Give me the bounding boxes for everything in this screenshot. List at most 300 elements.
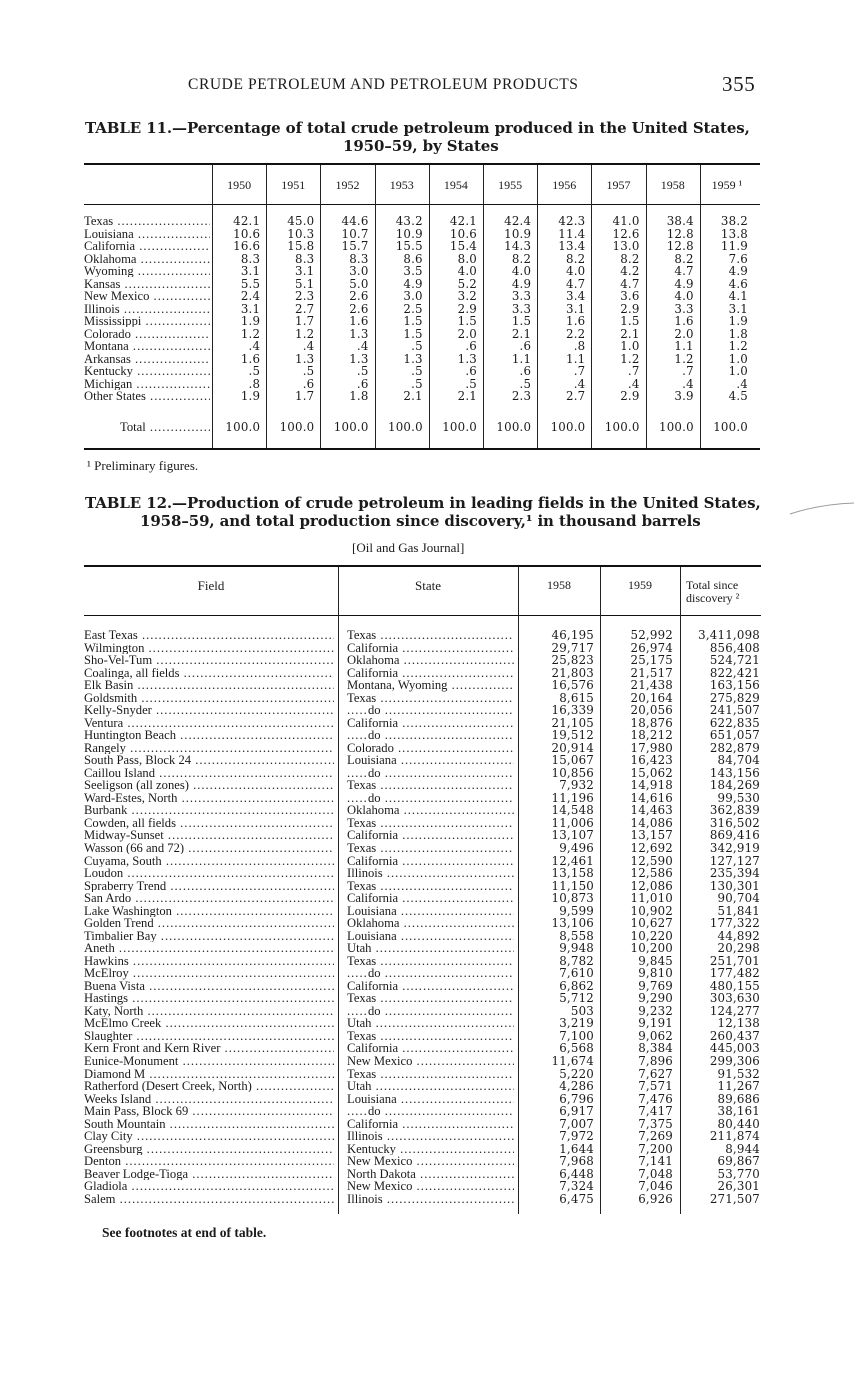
table11-value-cell: 2.3 <box>511 389 532 403</box>
table12-total-cell: 342,919 <box>709 841 760 855</box>
table11-value-cell: 2.1 <box>403 389 423 403</box>
table12-1958-cell: 9,948 <box>559 941 594 956</box>
table12-1958-cell: 10,856 <box>551 765 594 780</box>
table12-state-cell: Louisiana ..... <box>347 1093 514 1105</box>
table12-1958-cell: 7,324 <box>559 1179 594 1194</box>
table11-value-cell: 4.2 <box>620 264 640 278</box>
table12-1959-cell: 16,423 <box>630 753 673 768</box>
table11-value-cell: .5 <box>411 339 423 353</box>
table12-1958-cell: 7,007 <box>559 1116 594 1131</box>
table11-year-header: 1957 <box>606 178 631 192</box>
table11-value-cell: 4.9 <box>511 276 532 291</box>
table11-value-cell: 42.1 <box>449 214 477 228</box>
table12-1959-cell: 10,627 <box>630 916 673 931</box>
table12-row <box>84 792 761 804</box>
table11-total-cell: 100.0 <box>496 420 532 434</box>
table12-total-cell: 90,704 <box>717 891 760 906</box>
table12-source: [Oil and Gas Journal] <box>352 540 465 555</box>
table11-value-cell: 3.3 <box>511 301 532 316</box>
table12-total-cell: 26,301 <box>717 1179 760 1194</box>
table11-state-label: Oklahoma ..... <box>84 253 210 265</box>
table11-state-label: Kentucky ..... <box>84 365 210 377</box>
table11-value-cell: 3.4 <box>566 289 586 303</box>
table12-1959-cell: 13,157 <box>630 828 673 843</box>
table12-row <box>84 1193 761 1205</box>
table12-1959-cell: 14,086 <box>630 815 673 830</box>
table12-state-cell: North Dakota ..... <box>347 1168 514 1180</box>
table12-row <box>84 992 761 1004</box>
ditto-leader: ..... <box>347 704 368 717</box>
table12-field-cell: Clay City ..... <box>84 1130 334 1142</box>
table12-field-cell: Cuyama, South ..... <box>84 855 334 867</box>
table11-row <box>84 240 760 252</box>
table11-value-cell: 2.7 <box>295 301 315 316</box>
table12-state-cell: Kentucky ..... <box>347 1143 514 1155</box>
table12-row <box>84 980 761 992</box>
table11-state-label: New Mexico ..... <box>84 290 210 302</box>
table11-value-cell: 1.1 <box>674 339 694 353</box>
table12-1958-cell: 11,006 <box>551 815 594 830</box>
table11-value-cell: 1.9 <box>240 314 261 328</box>
table12-row <box>84 817 761 829</box>
table12-total-cell: 271,507 <box>709 1191 760 1206</box>
table11-row <box>84 215 760 227</box>
table11-value-cell: 1.0 <box>620 339 640 353</box>
table11-value-cell: 3.0 <box>349 264 369 278</box>
table11-value-cell: 42.1 <box>233 214 261 228</box>
table12-state-cell: do ..... <box>368 767 514 779</box>
table11-value-cell: 1.2 <box>240 326 261 341</box>
table12-row <box>84 767 761 779</box>
table11-value-cell: 3.1 <box>566 301 586 316</box>
table11-total-cell: 100.0 <box>225 420 261 434</box>
table11-row <box>84 315 760 327</box>
table12-1959-cell: 20,164 <box>630 690 673 705</box>
table11-value-cell: .6 <box>465 339 477 353</box>
table12-row <box>84 1068 761 1080</box>
table11-state-label: Texas ..... <box>84 215 210 227</box>
table12-row <box>84 1143 761 1155</box>
table11-value-cell: 10.3 <box>287 226 315 241</box>
table11-state-label: Michigan ..... <box>84 378 210 390</box>
table12-1958-cell: 6,862 <box>559 978 594 993</box>
table12-state-cell: Texas ..... <box>347 692 514 704</box>
table11-value-cell: 3.1 <box>240 264 261 278</box>
table12-1959-cell: 12,086 <box>630 878 673 893</box>
table12-field-cell: Golden Trend ..... <box>84 917 334 929</box>
table12-header-1959: 1959 <box>628 578 652 592</box>
table12-1958-cell: 12,461 <box>551 853 594 868</box>
table12-state-cell: Utah ..... <box>347 942 514 954</box>
table12-state-cell: Colorado ..... <box>347 742 514 754</box>
table12-row <box>84 1155 761 1167</box>
table11-value-cell: .6 <box>519 339 532 353</box>
table12-1959-cell: 9,290 <box>638 991 673 1006</box>
table12-state-cell: Utah ..... <box>347 1017 514 1029</box>
table11-total-cell: 100.0 <box>333 420 369 434</box>
table11-total-cell: 100.0 <box>604 420 640 434</box>
table11-value-cell: 1.5 <box>457 314 477 328</box>
table12-1958-cell: 1,644 <box>559 1141 594 1156</box>
table12-1959-cell: 17,980 <box>630 740 673 755</box>
table12-total-cell: 480,155 <box>709 978 760 993</box>
table12-state-cell: New Mexico ..... <box>347 1180 514 1192</box>
table12-1958-cell: 21,105 <box>551 715 594 730</box>
table11-value-cell: 15.7 <box>341 239 369 253</box>
table11-total-cell: 100.0 <box>388 420 423 434</box>
table11-state-label: Other States ..... <box>84 390 210 402</box>
table11-value-cell: 1.6 <box>566 314 586 328</box>
table11-value-cell: .4 <box>736 376 748 391</box>
table12-field-cell: Kelly-Snyder ..... <box>84 704 334 716</box>
table11-row <box>84 390 760 402</box>
table11-total-cell: 100.0 <box>550 420 586 434</box>
table12-field-cell: Hastings ..... <box>84 992 334 1004</box>
table12-1959-cell: 26,974 <box>630 640 673 655</box>
table12-field-cell: Goldsmith ..... <box>84 692 334 704</box>
table12-total-cell: 80,440 <box>717 1116 760 1131</box>
table12-1958-cell: 8,615 <box>559 690 594 705</box>
table12-state-cell: do ..... <box>368 729 514 741</box>
table12-1959-cell: 7,046 <box>638 1179 673 1194</box>
table12-total-cell: 316,502 <box>709 815 760 830</box>
table11-value-cell: 1.3 <box>349 326 369 341</box>
table12-1959-cell: 20,056 <box>630 703 673 718</box>
table12-state-cell: Oklahoma ..... <box>347 654 514 666</box>
table12-field-cell: Main Pass, Block 69 ..... <box>84 1105 334 1117</box>
table12-state-cell: Louisiana ..... <box>347 930 514 942</box>
table12-total-cell: 53,770 <box>717 1166 760 1181</box>
table12-row <box>84 917 761 929</box>
table12-row <box>84 704 761 716</box>
table12-1959-cell: 12,692 <box>630 841 673 855</box>
running-head <box>0 72 867 96</box>
table12-total-cell: 235,394 <box>709 866 760 881</box>
table12-field-cell: Loudon ..... <box>84 867 334 879</box>
table11-value-cell: 3.1 <box>240 301 261 316</box>
table12-1958-cell: 11,674 <box>551 1054 594 1069</box>
table12-1958-cell: 13,107 <box>551 828 594 843</box>
table11-value-cell: 3.3 <box>511 289 532 303</box>
table11-value-cell: 1.2 <box>674 351 694 366</box>
table12-1959-cell: 7,141 <box>638 1154 673 1169</box>
table11-value-cell: .5 <box>248 364 261 378</box>
table11-footnote: ¹ Preliminary figures. <box>87 458 199 473</box>
table12-1958-cell: 6,568 <box>559 1041 594 1056</box>
table12-row <box>84 867 761 879</box>
table12-1959-cell: 14,918 <box>630 778 673 793</box>
table12-total-cell: 524,721 <box>709 653 760 668</box>
table12-1959-cell: 7,375 <box>638 1116 673 1131</box>
table11-value-cell: 1.0 <box>728 351 748 366</box>
table12-total-cell: 177,322 <box>709 916 760 931</box>
table12-row <box>84 1168 761 1180</box>
table12-1959-cell: 52,992 <box>630 628 673 642</box>
table11-value-cell: .8 <box>573 339 586 353</box>
table11-value-cell: 5.2 <box>457 276 477 291</box>
table11-state-label: California ..... <box>84 240 210 252</box>
table12-total-cell: 44,892 <box>717 928 760 943</box>
table12-state-cell: Texas ..... <box>347 992 514 1004</box>
table12-row <box>84 804 761 816</box>
table12-field-cell: Caillou Island ..... <box>84 767 334 779</box>
table12-total-cell: 163,156 <box>709 678 760 693</box>
table11-value-cell: 4.0 <box>566 264 586 278</box>
table12-field-cell: Salem ..... <box>84 1193 334 1205</box>
table11-value-cell: 7.6 <box>728 251 748 266</box>
table12-row <box>84 754 761 766</box>
table11-value-cell: 3.6 <box>620 289 640 303</box>
table11-row <box>84 290 760 302</box>
table12-1958-cell: 16,576 <box>551 678 594 693</box>
table11-value-cell: 42.3 <box>558 214 586 228</box>
table12-row <box>84 1118 761 1130</box>
table11-total-row <box>84 421 760 433</box>
table12-row <box>84 842 761 854</box>
table11-state-label: Montana ..... <box>84 340 210 352</box>
table12-1959-cell: 9,232 <box>638 1003 673 1018</box>
table11-value-cell: 1.6 <box>674 314 694 328</box>
table12-1958-cell: 3,219 <box>559 1016 594 1031</box>
table11-total-cell: 100.0 <box>442 420 477 434</box>
table11-bottom-rule <box>84 448 760 450</box>
table11-state-label: Arkansas ..... <box>84 353 210 365</box>
table11-value-cell: 2.3 <box>295 289 315 303</box>
table12-total-cell: 303,630 <box>709 991 760 1006</box>
table12-row <box>84 654 761 666</box>
table12-field-cell: Elk Basin ..... <box>84 679 334 691</box>
table11-value-cell: .4 <box>302 339 315 353</box>
table12-total-cell: 127,127 <box>709 853 760 868</box>
table12-field-cell: Beaver Lodge-Tioga ..... <box>84 1168 334 1180</box>
table11-value-cell: .5 <box>519 376 532 391</box>
table12-total-cell: 177,482 <box>709 966 760 981</box>
table12-total-cell: 260,437 <box>709 1028 760 1043</box>
table12-total-cell: 38,161 <box>717 1104 760 1119</box>
table11-value-cell: .5 <box>465 376 477 391</box>
table12-state-cell: Utah ..... <box>347 1080 514 1092</box>
table12-field-cell: East Texas ..... <box>84 629 334 641</box>
table11-value-cell: 4.1 <box>728 289 748 303</box>
table12-field-cell: Sho-Vel-Tum ..... <box>84 654 334 666</box>
table11-caption-line1: TABLE 11.—Percentage of total crude petroleum produced in the United States, <box>85 119 750 137</box>
table11-value-cell: .7 <box>627 364 640 378</box>
table11-value-cell: 4.9 <box>674 276 694 291</box>
table12-1958-cell: 8,558 <box>559 928 594 943</box>
table11-value-cell: 11.9 <box>720 239 748 253</box>
table11-value-cell: 3.5 <box>403 264 423 278</box>
table11-value-cell: 5.5 <box>240 276 261 291</box>
table12-total-cell: 445,003 <box>709 1041 760 1056</box>
table12-1958-cell: 6,796 <box>559 1091 594 1106</box>
table12-field-cell: Gladiola ..... <box>84 1180 334 1192</box>
table12-state-cell: do ..... <box>368 704 514 716</box>
table12-header-state: State <box>415 578 441 593</box>
table12-1958-cell: 6,917 <box>559 1104 594 1119</box>
table12-1959-cell: 9,062 <box>638 1028 673 1043</box>
table12-1959-cell: 14,463 <box>630 803 673 818</box>
table12-total-cell: 299,306 <box>709 1054 760 1069</box>
table11-value-cell: 8.3 <box>295 251 315 266</box>
table11-value-cell: 14.3 <box>504 239 532 253</box>
table12-state-cell: California ..... <box>347 1042 514 1054</box>
table11-year-header: 1956 <box>552 178 577 192</box>
table11-value-cell: 1.9 <box>240 389 261 403</box>
table11-value-cell: 1.7 <box>295 389 315 403</box>
table11-value-cell: 4.6 <box>728 276 748 291</box>
table11-value-cell: 1.1 <box>566 351 586 366</box>
table11-value-cell: 2.6 <box>349 289 369 303</box>
table11-value-cell: 1.7 <box>295 314 315 328</box>
table12-1959-cell: 9,845 <box>638 953 673 968</box>
table12-state-cell: California ..... <box>347 717 514 729</box>
table12-state-cell: Texas ..... <box>347 1068 514 1080</box>
table11-value-cell: 1.6 <box>349 314 369 328</box>
ditto-leader: ..... <box>347 729 368 742</box>
ditto-leader: ..... <box>347 967 368 980</box>
table11-value-cell: 3.3 <box>674 301 694 316</box>
table12-state-cell: Texas ..... <box>347 880 514 892</box>
table12-1959-cell: 18,876 <box>630 715 673 730</box>
table11-value-cell: 12.6 <box>612 226 640 241</box>
table12-header-rule <box>84 615 761 616</box>
table12-state-cell: Illinois ..... <box>347 1130 514 1142</box>
table12-total-cell: 241,507 <box>709 703 760 718</box>
table11-state-label: Illinois ..... <box>84 303 210 315</box>
table12-1958-cell: 7,968 <box>559 1154 594 1169</box>
table12-1959-cell: 7,200 <box>638 1141 673 1156</box>
table12-state-cell: New Mexico ..... <box>347 1055 514 1067</box>
table12-1959-cell: 25,175 <box>630 653 673 668</box>
table12-1958-cell: 11,196 <box>551 790 594 805</box>
table11-state-label: Mississippi ..... <box>84 315 210 327</box>
table12-state-cell: Illinois ..... <box>347 867 514 879</box>
table12-row <box>84 1005 761 1017</box>
table12-header-field: Field <box>197 578 225 593</box>
table11-value-cell: .7 <box>682 364 694 378</box>
table12-field-cell: Huntington Beach ..... <box>84 729 334 741</box>
table11-value-cell: 2.1 <box>620 326 640 341</box>
table11-value-cell: .4 <box>248 339 261 353</box>
table12-state-cell: Texas ..... <box>347 955 514 967</box>
table11-value-cell: 5.1 <box>295 276 315 291</box>
table11-year-header: 1958 <box>660 178 685 192</box>
table12-field-cell: Coalinga, all fields ..... <box>84 667 334 679</box>
table12-total-cell: 275,829 <box>709 690 760 705</box>
table12-1958-cell: 6,448 <box>559 1166 594 1181</box>
table12-1958-cell: 9,599 <box>559 903 594 918</box>
table12-caption-line2: 1958–59, and total production since discovery,¹ in thousand barrels <box>140 512 701 530</box>
table11-total-cell: 100.0 <box>659 420 694 434</box>
table11-value-cell: .7 <box>573 364 586 378</box>
table12-row <box>84 892 761 904</box>
table12-row <box>84 779 761 791</box>
table11-value-cell: 15.4 <box>449 239 477 253</box>
table12-state-cell: Oklahoma ..... <box>347 804 514 816</box>
table12-1958-cell: 15,067 <box>551 753 594 768</box>
table11-value-cell: 2.9 <box>620 301 640 316</box>
table12-1958-cell: 6,475 <box>559 1191 594 1206</box>
table12-total-cell: 3,411,098 <box>698 628 760 642</box>
table11-year-header: 1951 <box>281 178 306 192</box>
table11-value-cell: 10.7 <box>341 226 369 241</box>
table11-value-cell: 38.4 <box>666 214 694 228</box>
table12-field-cell: Wasson (66 and 72) ..... <box>84 842 334 854</box>
table12-state-cell: California ..... <box>347 829 514 841</box>
table11-value-cell: .5 <box>411 376 423 391</box>
table11-caption-line2: 1950–59, by States <box>343 137 499 155</box>
running-head-title: CRUDE PETROLEUM AND PETROLEUM PRODUCTS <box>188 76 579 93</box>
table12-row <box>84 829 761 841</box>
table11-value-cell: 11.4 <box>558 226 586 241</box>
table12-1959-cell: 6,926 <box>638 1191 673 1206</box>
table11-value-cell: 8.3 <box>349 251 369 266</box>
table12-field-cell: Slaughter ..... <box>84 1030 334 1042</box>
table12-1958-cell: 25,823 <box>551 653 594 668</box>
table12-row <box>84 955 761 967</box>
table12-header-total-line1: Total since <box>686 578 739 592</box>
table11-value-cell: 8.2 <box>620 251 640 266</box>
table12-row <box>84 1017 761 1029</box>
table11-value-cell: 1.5 <box>511 314 532 328</box>
table12-total-cell: 91,532 <box>717 1066 760 1081</box>
table11-value-cell: 10.9 <box>395 226 423 241</box>
table12-total-cell: 99,530 <box>717 790 760 805</box>
table11-value-cell: 2.6 <box>349 301 369 316</box>
table12-top-rule <box>84 565 761 567</box>
table11-value-cell: 13.0 <box>612 239 640 253</box>
table11-value-cell: 4.5 <box>728 389 748 403</box>
table12-state-cell: do ..... <box>368 1005 514 1017</box>
table11-total-cell: 100.0 <box>713 420 748 434</box>
table12-total-cell: 124,277 <box>709 1003 760 1018</box>
table12-field-cell: Spraberry Trend ..... <box>84 880 334 892</box>
table12-state-cell: Montana, Wyoming ..... <box>347 679 514 691</box>
table12-field-cell: Ratherford (Desert Creek, North) ..... <box>84 1080 334 1092</box>
table12-row <box>84 930 761 942</box>
table12-1959-cell: 14,616 <box>630 790 673 805</box>
table12-state-cell: Texas ..... <box>347 817 514 829</box>
table11-value-cell: 41.0 <box>612 214 640 228</box>
table12-row <box>84 717 761 729</box>
table11-value-cell: 10.9 <box>504 226 532 241</box>
table12-1958-cell: 21,803 <box>551 665 594 680</box>
table11-value-cell: 3.1 <box>295 264 315 278</box>
table12-footer-note: See footnotes at end of table. <box>102 1225 267 1240</box>
table11-row <box>84 340 760 352</box>
table12-state-cell: Louisiana ..... <box>347 754 514 766</box>
table12-1958-cell: 13,106 <box>551 916 594 931</box>
table11-state-label: Colorado ..... <box>84 328 210 340</box>
table11-value-cell: 4.7 <box>674 264 694 278</box>
table12-total-cell: 856,408 <box>709 640 760 655</box>
table12-field-cell: Burbank ..... <box>84 804 334 816</box>
table11-value-cell: 1.5 <box>620 314 640 328</box>
table11-value-cell: 1.3 <box>295 351 315 366</box>
table11-value-cell: .6 <box>356 376 369 391</box>
table11-value-cell: 13.4 <box>558 239 586 253</box>
table12-field-cell: Kern Front and Kern River ..... <box>84 1042 334 1054</box>
table11-value-cell: 12.8 <box>666 239 694 253</box>
table12-row <box>84 629 761 641</box>
table12-1959-cell: 7,417 <box>638 1104 673 1119</box>
table12-state-cell: Texas ..... <box>347 842 514 854</box>
table12-field-cell: Ventura ..... <box>84 717 334 729</box>
table11-year-header: 1955 <box>498 178 523 192</box>
table11-value-cell: 15.8 <box>287 239 315 253</box>
table12-state-cell: Louisiana ..... <box>347 905 514 917</box>
table12-1959-cell: 9,191 <box>638 1016 673 1031</box>
